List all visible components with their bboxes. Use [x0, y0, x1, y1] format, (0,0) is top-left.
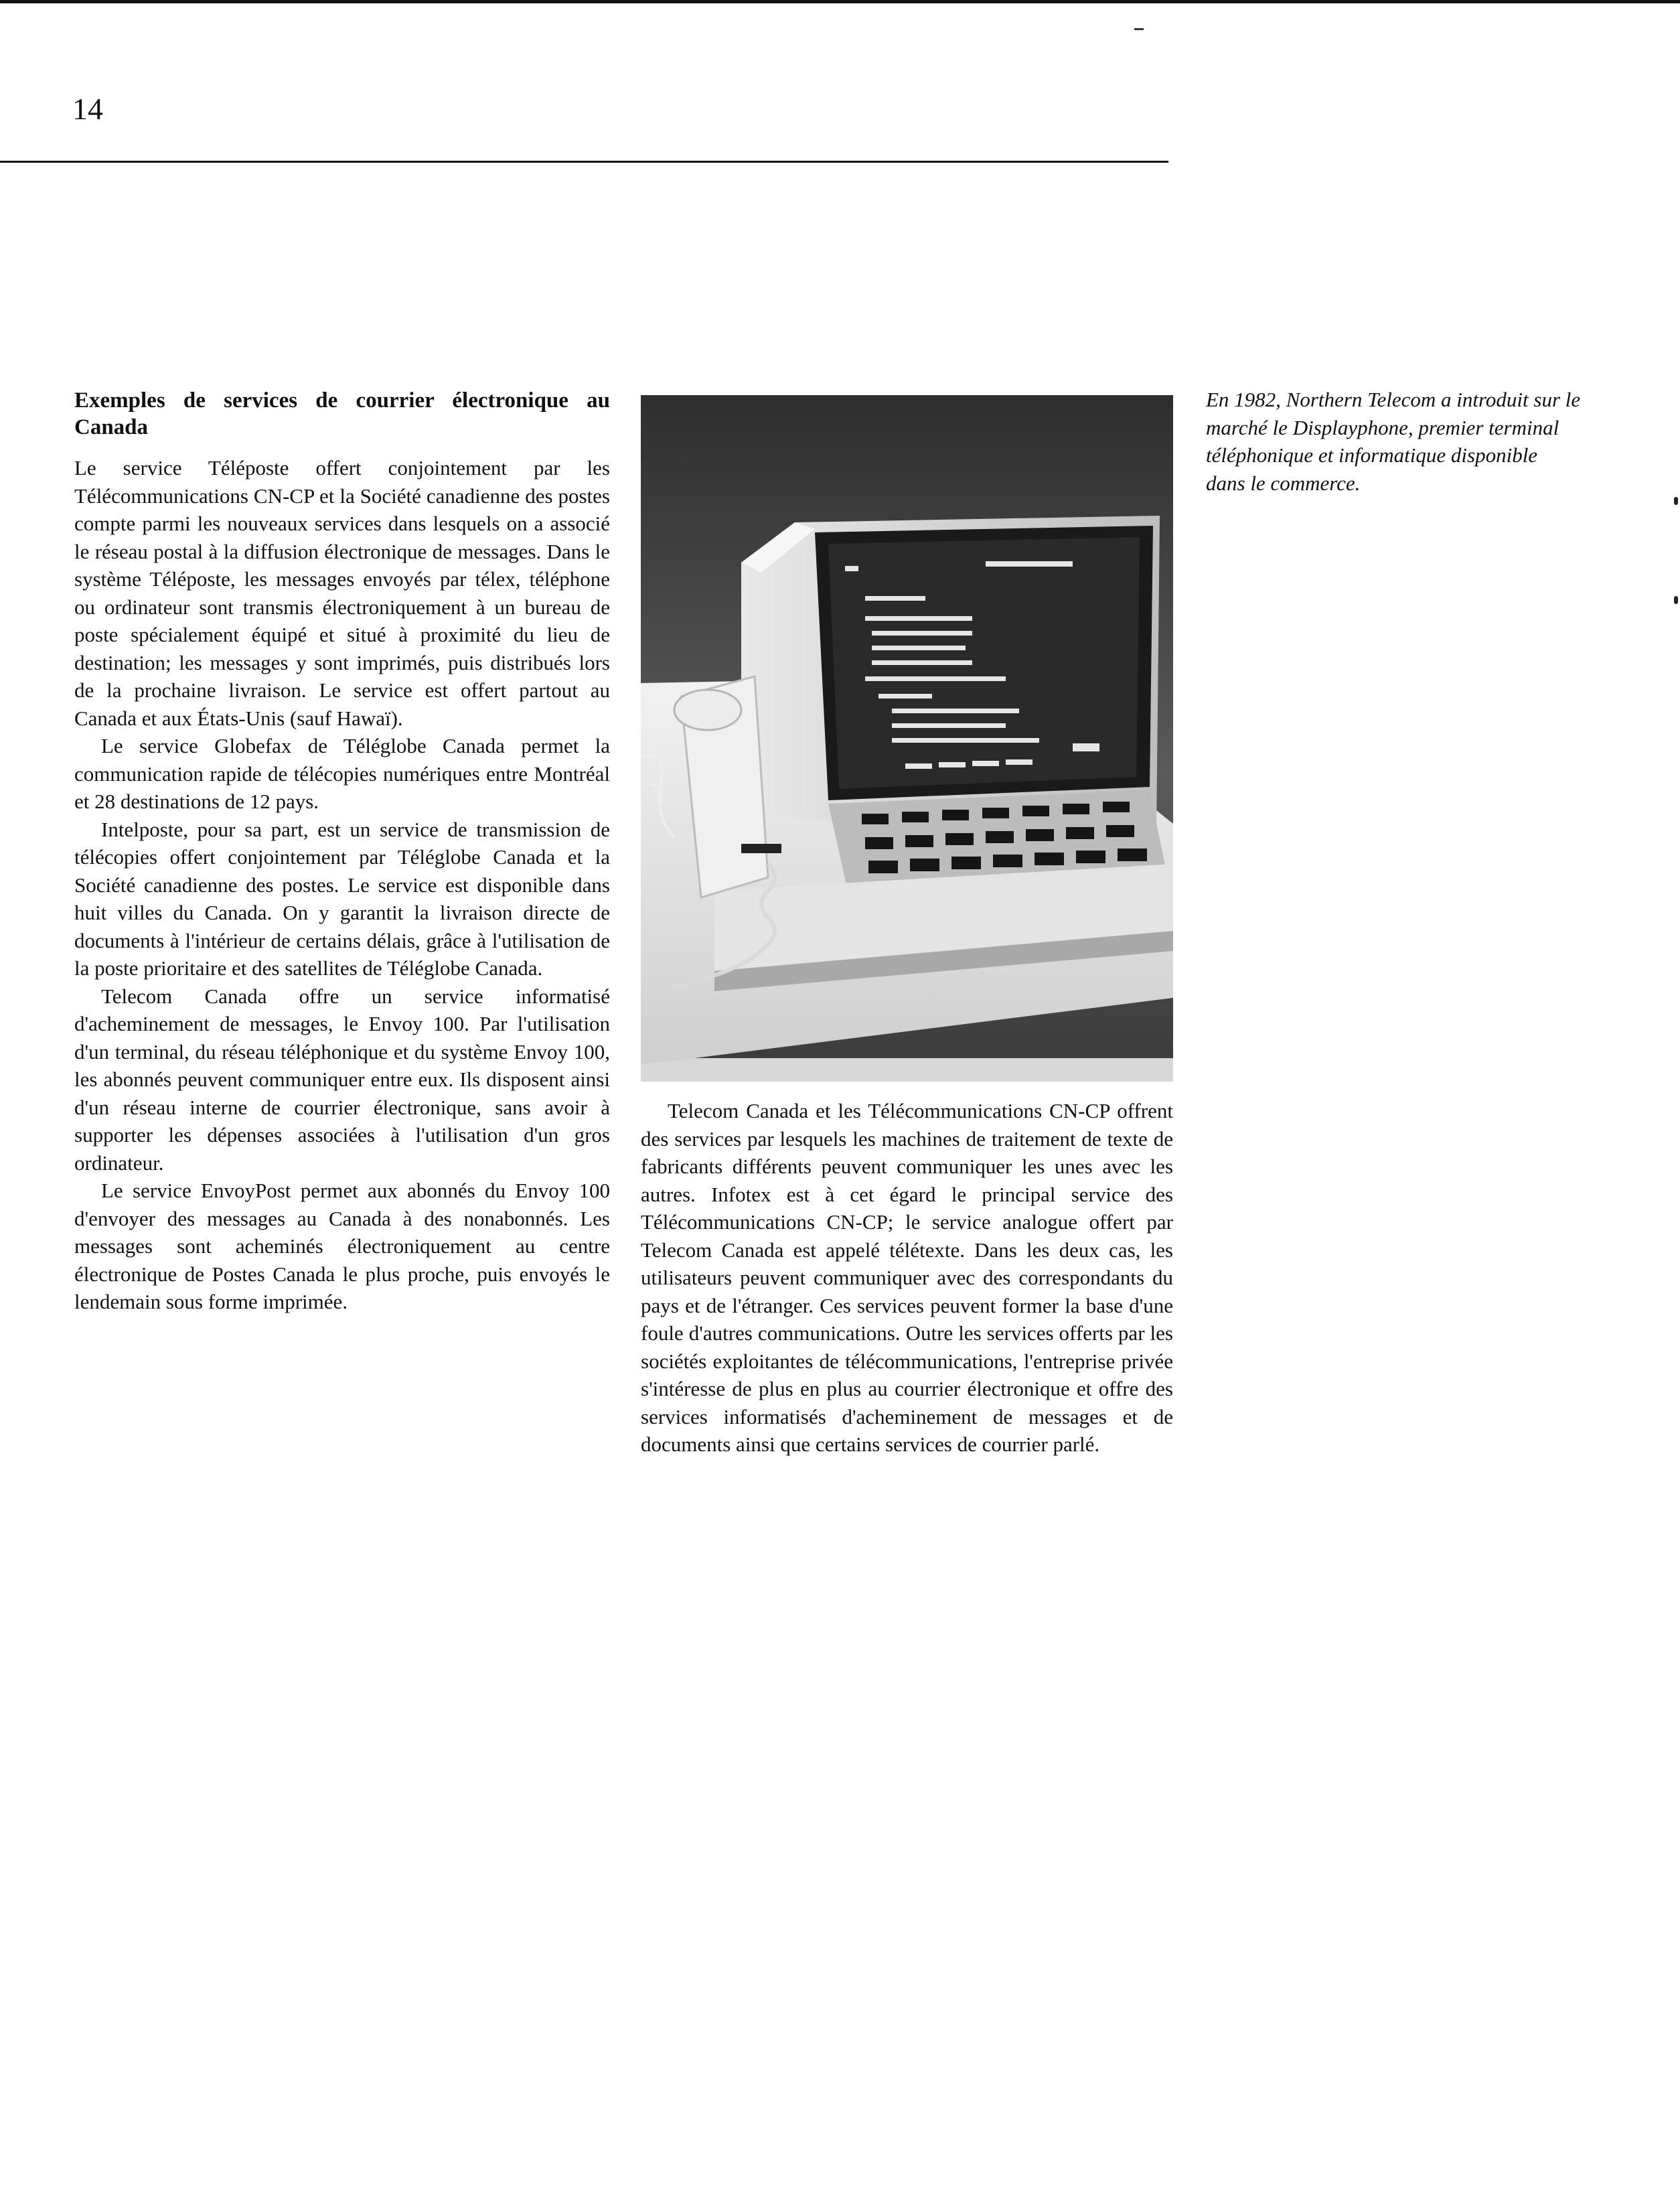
- paragraph-intelposte: Intelposte, pour sa part, est un service de transmission de télécopies offert conjointement par Téléglobe Canada et la Société canadienne des postes. Le service est disponible dans huit villes du Canada. On y garantit la livraison directe de documents à l'intérieur de certains délais, grâce à l'utilisation de la poste prioritaire et des satellites de Téléglobe Canada.: [74, 817, 610, 980]
- scan-edge-mark: [1674, 596, 1678, 604]
- paragraph-infotex-teletexte: Telecom Canada et les Télécommunications CN-CP offrent des services par lesquels les machines de traitement de texte de fabricants différents peuvent communiquer les unes avec les autres. Infotex est à cet égard le principal service des Télécommunications CN-CP; le service analogue offert par Telecom Canada est appelé télétexte. Dans les deux cas, les utilisateurs peuvent communiquer avec des correspondants du pays et de l'étranger. Ces services peuvent former la base d'une foule d'autres communications. Outre les services offerts par les sociétés exploitantes de télécommunications, l'entreprise privée s'intéresse de plus en plus au courrier électronique et offre des services informatisés d'acheminement de messages et de documents ainsi que certains services de courrier parlé.: [641, 1099, 1173, 1456]
- scan-mark: [1134, 28, 1144, 30]
- top-border-rule: [0, 0, 1680, 3]
- displayphone-photo: [641, 395, 1173, 1082]
- section-heading: Exemples de services de courrier électronique au Canada: [74, 388, 610, 439]
- displayphone-terminal-photo-icon: [641, 395, 1173, 1082]
- photo-caption: En 1982, Northern Telecom a introduit sur le marché le Displayphone, premier terminal téléphonique et informatique disponible dans le commerce.: [1206, 388, 1581, 495]
- header-rule: [0, 161, 1168, 163]
- scan-edge-mark: [1674, 497, 1678, 505]
- page-number: 14: [72, 92, 103, 126]
- paragraph-globefax: Le service Globefax de Téléglobe Canada permet la communication rapide de télécopies numériques entre Montréal et 28 destinations de 12 pays.: [74, 734, 610, 813]
- left-column: [74, 387, 610, 1316]
- paragraph-teleposte: Le service Téléposte offert conjointement par les Télécommunications CN-CP et la Société canadienne des postes compte parmi les nouveaux services dans lesquels on a associé le réseau postal à la diffusion électronique de messages. Dans le système Téléposte, les messages envoyés par télex, téléphone ou ordinateur sont transmis électroniquement à un bureau de poste spécialement équipé et situé à proximité du lieu de destination; les messages y sont imprimés, puis distribués lors de la prochaine livraison. Le service est offert partout au Canada et aux États-Unis (sauf Hawaï).: [74, 456, 610, 730]
- paragraph-envoypost: Le service EnvoyPost permet aux abonnés du Envoy 100 d'envoyer des messages au Canada à des nonabonnés. Les messages sont acheminés électroniquement au centre électronique de Postes Canada le plus proche, puis envoyés le lendemain sous forme imprimée.: [74, 1179, 610, 1313]
- paragraph-envoy-100: Telecom Canada offre un service informatisé d'acheminement de messages, le Envoy 100. Par l'utilisation d'un terminal, du réseau téléphonique et du système Envoy 100, les abonnés peuvent communiquer entre eux. Ils disposent ainsi d'un réseau interne de courrier électronique, sans avoir à supporter les dépenses associées à l'utilisation d'un gros ordinateur.: [74, 984, 610, 1175]
- middle-column: [641, 1097, 1173, 1459]
